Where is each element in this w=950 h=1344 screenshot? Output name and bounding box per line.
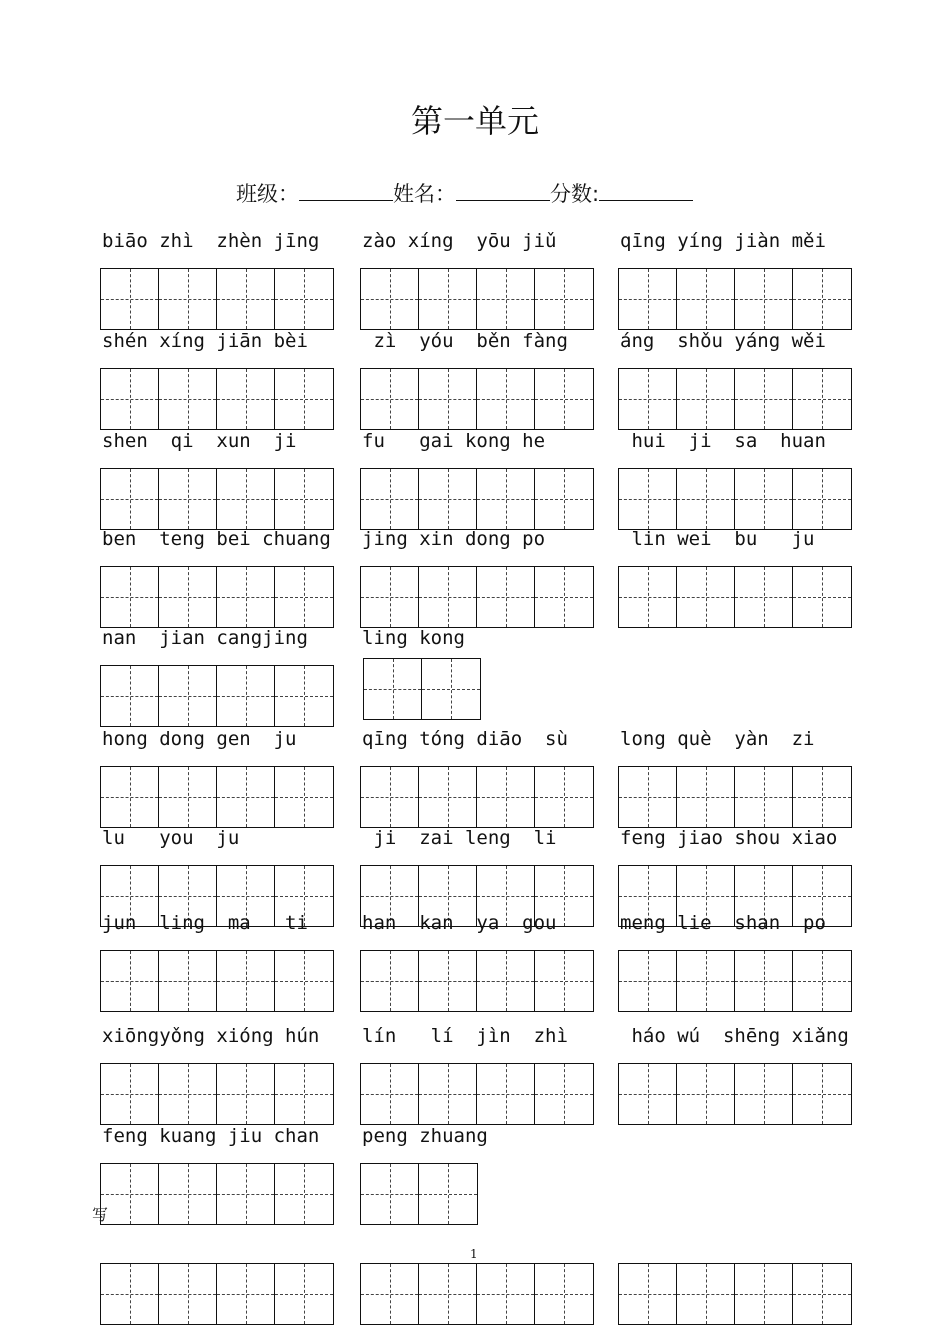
writing-cell[interactable] xyxy=(159,1064,217,1124)
writing-grid xyxy=(100,1263,334,1325)
writing-cell[interactable] xyxy=(735,951,793,1011)
writing-cell[interactable] xyxy=(619,951,677,1011)
score-blank[interactable] xyxy=(599,182,693,201)
writing-cell[interactable] xyxy=(535,767,593,827)
writing-cell[interactable] xyxy=(793,1264,851,1324)
pinyin-prompt: peng zhuang xyxy=(362,1125,488,1147)
writing-cell[interactable] xyxy=(735,1064,793,1124)
writing-cell[interactable] xyxy=(535,1064,593,1124)
writing-cell[interactable] xyxy=(101,469,159,529)
pinyin-prompt: meng lie shan po xyxy=(620,912,826,934)
writing-cell[interactable] xyxy=(677,767,735,827)
writing-cell[interactable] xyxy=(159,369,217,429)
writing-cell[interactable] xyxy=(677,269,735,329)
pinyin-prompt: lín lí jìn zhì xyxy=(362,1025,568,1047)
writing-cell[interactable] xyxy=(793,269,851,329)
pinyin-prompt: zào xíng yōu jiǔ xyxy=(362,230,557,252)
writing-cell[interactable] xyxy=(535,469,593,529)
pinyin-prompt: han kan ya gou xyxy=(362,912,557,934)
writing-cell[interactable] xyxy=(793,567,851,627)
name-label: 姓名： xyxy=(393,182,456,206)
writing-cell[interactable] xyxy=(275,369,333,429)
writing-grid xyxy=(618,1063,852,1125)
writing-grid xyxy=(360,368,594,430)
writing-grid xyxy=(360,468,594,530)
pinyin-prompt: qīng tóng diāo sù xyxy=(362,728,568,750)
writing-cell[interactable] xyxy=(217,1064,275,1124)
writing-cell[interactable] xyxy=(217,666,275,726)
writing-grid xyxy=(100,368,334,430)
pinyin-prompt: lu you ju xyxy=(102,827,240,849)
writing-cell[interactable] xyxy=(535,1264,593,1324)
writing-grid xyxy=(360,766,594,828)
writing-cell[interactable] xyxy=(275,666,333,726)
writing-cell[interactable] xyxy=(159,767,217,827)
writing-cell[interactable] xyxy=(793,767,851,827)
writing-cell[interactable] xyxy=(101,1064,159,1124)
pinyin-prompt: biāo zhì zhèn jīng xyxy=(102,230,320,252)
pinyin-prompt: qīng yíng jiàn měi xyxy=(620,230,826,252)
writing-grid xyxy=(100,1063,334,1125)
writing-cell[interactable] xyxy=(361,369,419,429)
writing-cell[interactable] xyxy=(101,1264,159,1324)
pinyin-prompt: feng jiao shou xiao xyxy=(620,827,838,849)
writing-cell[interactable] xyxy=(419,567,477,627)
writing-cell[interactable] xyxy=(477,1264,535,1324)
pinyin-prompt: shén xíng jiān bèi xyxy=(102,330,308,352)
writing-grid xyxy=(100,766,334,828)
writing-cell[interactable] xyxy=(217,269,275,329)
writing-cell[interactable] xyxy=(477,951,535,1011)
pinyin-prompt: xiōngyǒng xióng hún xyxy=(102,1025,320,1047)
writing-grid xyxy=(618,950,852,1012)
writing-cell[interactable] xyxy=(361,269,419,329)
pinyin-prompt: zì yóu běn fàng xyxy=(362,330,568,352)
writing-cell[interactable] xyxy=(619,469,677,529)
pinyin-prompt: háo wú shēng xiǎng xyxy=(620,1025,849,1047)
pinyin-prompt: feng kuang jiu chan xyxy=(102,1125,320,1147)
writing-cell[interactable] xyxy=(477,567,535,627)
pinyin-prompt: ji zai leng li xyxy=(362,827,557,849)
writing-cell[interactable] xyxy=(677,567,735,627)
writing-cell[interactable] xyxy=(677,951,735,1011)
writing-cell[interactable] xyxy=(419,469,477,529)
writing-cell[interactable] xyxy=(477,469,535,529)
writing-cell[interactable] xyxy=(275,1264,333,1324)
writing-cell[interactable] xyxy=(419,951,477,1011)
writing-grid xyxy=(100,950,334,1012)
writing-cell[interactable] xyxy=(159,951,217,1011)
writing-cell[interactable] xyxy=(159,469,217,529)
writing-grid xyxy=(360,566,594,628)
writing-cell[interactable] xyxy=(677,1064,735,1124)
writing-grid xyxy=(360,1063,594,1125)
writing-cell[interactable] xyxy=(101,767,159,827)
pinyin-prompt: áng shǒu yáng wěi xyxy=(620,330,826,352)
writing-cell[interactable] xyxy=(217,1264,275,1324)
writing-cell[interactable] xyxy=(275,1064,333,1124)
writing-grid xyxy=(100,468,334,530)
writing-cell[interactable] xyxy=(619,767,677,827)
writing-cell[interactable] xyxy=(793,369,851,429)
pinyin-prompt: nan jian cangjing xyxy=(102,627,308,649)
page-number: 1 xyxy=(470,1247,478,1261)
writing-cell[interactable] xyxy=(677,1264,735,1324)
writing-cell[interactable] xyxy=(361,1264,419,1324)
pinyin-prompt: shen qi xun ji xyxy=(102,430,297,452)
writing-cell[interactable] xyxy=(422,659,480,719)
writing-cell[interactable] xyxy=(535,269,593,329)
writing-cell[interactable] xyxy=(217,767,275,827)
writing-cell[interactable] xyxy=(217,1164,275,1224)
writing-cell[interactable] xyxy=(217,567,275,627)
writing-grid xyxy=(100,665,334,727)
writing-cell[interactable] xyxy=(477,369,535,429)
writing-grid xyxy=(618,368,852,430)
writing-cell[interactable] xyxy=(361,767,419,827)
writing-cell[interactable] xyxy=(361,1064,419,1124)
pinyin-prompt: jun ling ma ti xyxy=(102,912,308,934)
writing-cell[interactable] xyxy=(535,567,593,627)
writing-grid xyxy=(360,1263,594,1325)
writing-cell[interactable] xyxy=(159,269,217,329)
writing-cell[interactable] xyxy=(217,951,275,1011)
writing-grid xyxy=(618,766,852,828)
writing-cell[interactable] xyxy=(101,567,159,627)
writing-cell[interactable] xyxy=(619,567,677,627)
writing-grid xyxy=(363,658,481,720)
writing-cell[interactable] xyxy=(361,469,419,529)
writing-grid xyxy=(360,950,594,1012)
page-title: 第一单元 xyxy=(410,102,539,140)
writing-cell[interactable] xyxy=(677,369,735,429)
class-label: 班级： xyxy=(236,182,299,206)
writing-cell[interactable] xyxy=(477,767,535,827)
writing-cell[interactable] xyxy=(275,567,333,627)
writing-cell[interactable] xyxy=(101,269,159,329)
writing-grid xyxy=(100,566,334,628)
writing-cell[interactable] xyxy=(419,1264,477,1324)
writing-cell[interactable] xyxy=(619,1264,677,1324)
pinyin-prompt: hui ji sa huan xyxy=(620,430,826,452)
writing-cell[interactable] xyxy=(419,1164,477,1224)
writing-cell[interactable] xyxy=(535,369,593,429)
writing-cell[interactable] xyxy=(275,469,333,529)
writing-grid xyxy=(618,268,852,330)
writing-cell[interactable] xyxy=(419,1064,477,1124)
writing-cell[interactable] xyxy=(735,369,793,429)
writing-cell[interactable] xyxy=(535,951,593,1011)
writing-cell[interactable] xyxy=(735,269,793,329)
writing-cell[interactable] xyxy=(735,567,793,627)
writing-cell[interactable] xyxy=(619,369,677,429)
writing-cell[interactable] xyxy=(361,951,419,1011)
writing-cell[interactable] xyxy=(793,1064,851,1124)
pinyin-prompt: fu gai kong he xyxy=(362,430,546,452)
writing-cell[interactable] xyxy=(217,469,275,529)
writing-cell[interactable] xyxy=(101,1164,159,1224)
pinyin-prompt: ling kong xyxy=(362,627,465,649)
writing-cell[interactable] xyxy=(159,1264,217,1324)
writing-cell[interactable] xyxy=(361,1164,419,1224)
writing-cell[interactable] xyxy=(159,1164,217,1224)
writing-cell[interactable] xyxy=(419,369,477,429)
student-info xyxy=(236,178,693,208)
writing-grid xyxy=(100,1163,334,1225)
writing-grid xyxy=(100,268,334,330)
writing-cell[interactable] xyxy=(735,767,793,827)
pinyin-prompt: lin wei bu ju xyxy=(620,528,815,550)
writing-cell[interactable] xyxy=(793,951,851,1011)
writing-cell[interactable] xyxy=(159,666,217,726)
writing-cell[interactable] xyxy=(735,1264,793,1324)
pinyin-prompt: jing xin dong po xyxy=(362,528,546,550)
writing-cell[interactable] xyxy=(101,951,159,1011)
writing-grid xyxy=(360,268,594,330)
writing-cell[interactable] xyxy=(477,269,535,329)
writing-cell[interactable] xyxy=(217,369,275,429)
writing-cell[interactable] xyxy=(735,469,793,529)
writing-cell[interactable] xyxy=(793,469,851,529)
writing-cell[interactable] xyxy=(677,469,735,529)
footer-mark: 写 xyxy=(92,1205,109,1224)
writing-cell[interactable] xyxy=(275,951,333,1011)
writing-cell[interactable] xyxy=(619,1064,677,1124)
writing-cell[interactable] xyxy=(361,567,419,627)
writing-cell[interactable] xyxy=(364,659,422,719)
pinyin-prompt: hong dong gen ju xyxy=(102,728,297,750)
writing-cell[interactable] xyxy=(419,269,477,329)
writing-cell[interactable] xyxy=(275,767,333,827)
writing-grid xyxy=(360,1163,478,1225)
pinyin-prompt: long què yàn zi xyxy=(620,728,815,750)
writing-cell[interactable] xyxy=(275,1164,333,1224)
writing-cell[interactable] xyxy=(477,1064,535,1124)
writing-grid xyxy=(618,1263,852,1325)
writing-cell[interactable] xyxy=(101,666,159,726)
class-blank[interactable] xyxy=(299,182,393,201)
writing-grid xyxy=(618,566,852,628)
score-label: 分数: xyxy=(550,182,600,206)
writing-grid xyxy=(618,468,852,530)
writing-cell[interactable] xyxy=(619,269,677,329)
writing-cell[interactable] xyxy=(101,369,159,429)
pinyin-prompt: ben teng bei chuang xyxy=(102,528,331,550)
writing-cell[interactable] xyxy=(419,767,477,827)
writing-cell[interactable] xyxy=(159,567,217,627)
name-blank[interactable] xyxy=(456,182,550,201)
writing-cell[interactable] xyxy=(275,269,333,329)
